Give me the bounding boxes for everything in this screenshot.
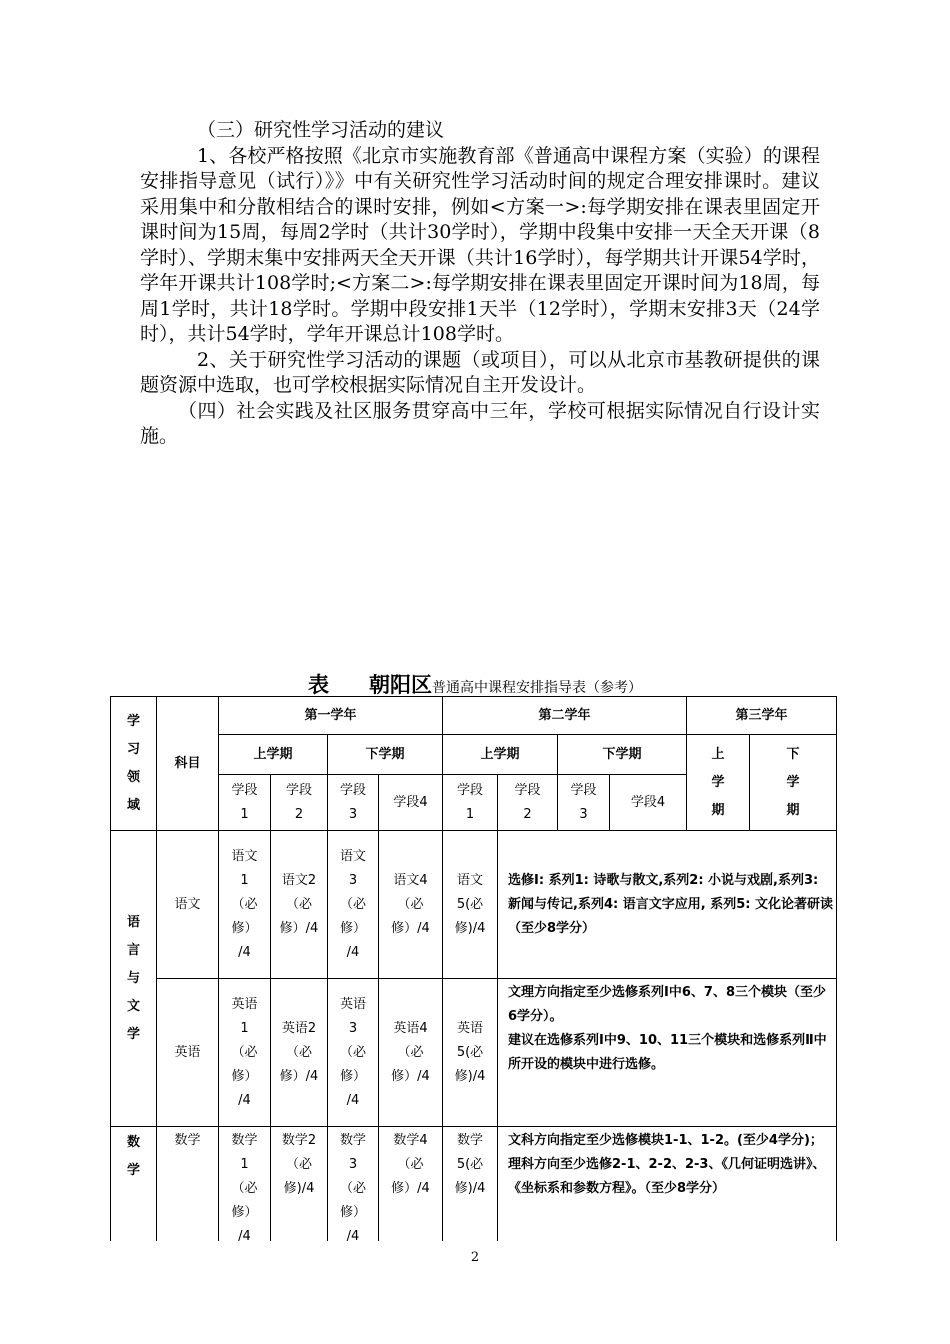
- page-number: 2: [470, 1250, 480, 1265]
- subject-chinese: 语文: [157, 831, 219, 979]
- header-row-years: [111, 697, 837, 735]
- header-domain: 学习领域: [111, 697, 157, 831]
- header-y3-sem2: 下学期: [750, 735, 837, 831]
- english-elective-line-1: 文理方向指定至少选修系列Ⅰ中6、7、8三个模块（至少6学分）。: [508, 985, 826, 1024]
- paragraph-schedule: 1、各校严格按照《北京市实施教育部《普通高中课程方案（实验）的课程安排指导意见（试行）》》中有关研究性学习活动时间的规定合理安排课时。建议采用集中和分散相结合的课时安排，例如<方案一>:每学期安排在课表里固定开课时间为15周，每周2学时（共计30学时），学期中段集中安排一天全天开课（8学时）、学期末集中安排两天全天开课（共计16学时），每学期共计开课54学时，学年开课共计108学时;<方案二>:每学期安排在课表里固定开课时间为18周，每周1学时，共计18学时。学期中段安排1天半（12学时），学期末安排3天（24学时），共计54学时，学年开课总计108学时。: [140, 144, 820, 345]
- subject-math: 数学: [157, 1127, 219, 1242]
- cell-chinese-3: 语文3（必修）/4: [328, 831, 379, 979]
- header-period-2: 学段2: [271, 775, 328, 831]
- header-period-3: 学段3: [328, 775, 379, 831]
- cell-english-elective: [498, 979, 837, 1127]
- cell-english-3: 英语3（必修）/4: [328, 979, 379, 1127]
- table-caption: [0, 669, 950, 699]
- header-period-4: 学段4: [379, 775, 443, 831]
- cell-math-5: 数学5(必修)/4: [443, 1127, 498, 1242]
- cell-math-3: 数学3（必修）/4: [328, 1127, 379, 1242]
- header-year2: 第二学年: [443, 697, 687, 735]
- cell-math-2: 数学2（必修)/4: [271, 1127, 328, 1242]
- domain-language-literature: 语言与文学: [111, 831, 157, 1127]
- cell-chinese-2: 语文2（必修）/4: [271, 831, 328, 979]
- section-heading-practice: （四）社会实践及社区服务贯穿高中三年，学校可根据实际情况自行设计实施。: [140, 399, 820, 447]
- header-period-1: 学段1: [219, 775, 271, 831]
- header-year3: 第三学年: [687, 697, 837, 735]
- domain-math: 数学: [111, 1127, 157, 1242]
- row-english: [111, 979, 837, 1127]
- caption-district: 朝阳区: [369, 673, 432, 697]
- header-period-5: 学段1: [443, 775, 498, 831]
- header-period-7: 学段3: [558, 775, 610, 831]
- header-period-8: 学段4: [610, 775, 687, 831]
- cell-english-2: 英语2（必修）/4: [271, 979, 328, 1127]
- body-text: [140, 118, 820, 450]
- row-chinese: [111, 831, 837, 979]
- caption-label: 表: [308, 673, 329, 697]
- header-period-6: 学段2: [498, 775, 558, 831]
- cell-chinese-1: 语文1（必修）/4: [219, 831, 271, 979]
- header-y2-sem2: 下学期: [558, 735, 687, 775]
- cell-math-elective: 文科方向指定至少选修模块1-1、1-2。(至少4学分)；理科方向至少选修2-1、2-2、2-3、《几何证明选讲》、《坐标系和参数方程》。（至少8学分）: [498, 1127, 837, 1242]
- cell-chinese-5: 语文5(必修)/4: [443, 831, 498, 979]
- english-elective-line-2: 建议在选修系列Ⅰ中9、10、11三个模块和选修系列Ⅱ中所开设的模块中进行选修。: [508, 1033, 827, 1072]
- header-y1-sem2: 下学期: [328, 735, 443, 775]
- cell-english-4: 英语4（必修）/4: [379, 979, 443, 1127]
- table-container: [110, 696, 838, 1241]
- course-schedule-table: [110, 696, 837, 1241]
- section-heading-research: （三）研究性学习活动的建议: [197, 119, 445, 141]
- cell-math-4: 数学4（必修）/4: [379, 1127, 443, 1242]
- header-year1: 第一学年: [219, 697, 443, 735]
- header-y1-sem1: 上学期: [219, 735, 328, 775]
- cell-english-5: 英语5(必修)/4: [443, 979, 498, 1127]
- cell-chinese-elective: 选修Ⅰ: 系列1: 诗歌与散文,系列2: 小说与戏剧,系列3: 新闻与传记,系列4: 语言文字应用, 系列5: 文化论著研读（至少8学分）: [498, 831, 837, 979]
- header-y2-sem1: 上学期: [443, 735, 558, 775]
- cell-math-1: 数学1（必修）/4: [219, 1127, 271, 1242]
- header-subject: 科目: [157, 697, 219, 831]
- paragraph-topics: 2、关于研究性学习活动的课题（或项目），可以从北京市基教研提供的课题资源中选取，也可学校根据实际情况自主开发设计。: [140, 348, 820, 396]
- caption-title: 普通高中课程安排指导表（参考）: [432, 680, 642, 696]
- header-row-semesters: [111, 735, 837, 775]
- header-y3-sem1: 上学期: [687, 735, 750, 831]
- cell-chinese-4: 语文4（必修）/4: [379, 831, 443, 979]
- row-math: [111, 1127, 837, 1242]
- subject-english: 英语: [157, 979, 219, 1127]
- cell-english-1: 英语1（必修）/4: [219, 979, 271, 1127]
